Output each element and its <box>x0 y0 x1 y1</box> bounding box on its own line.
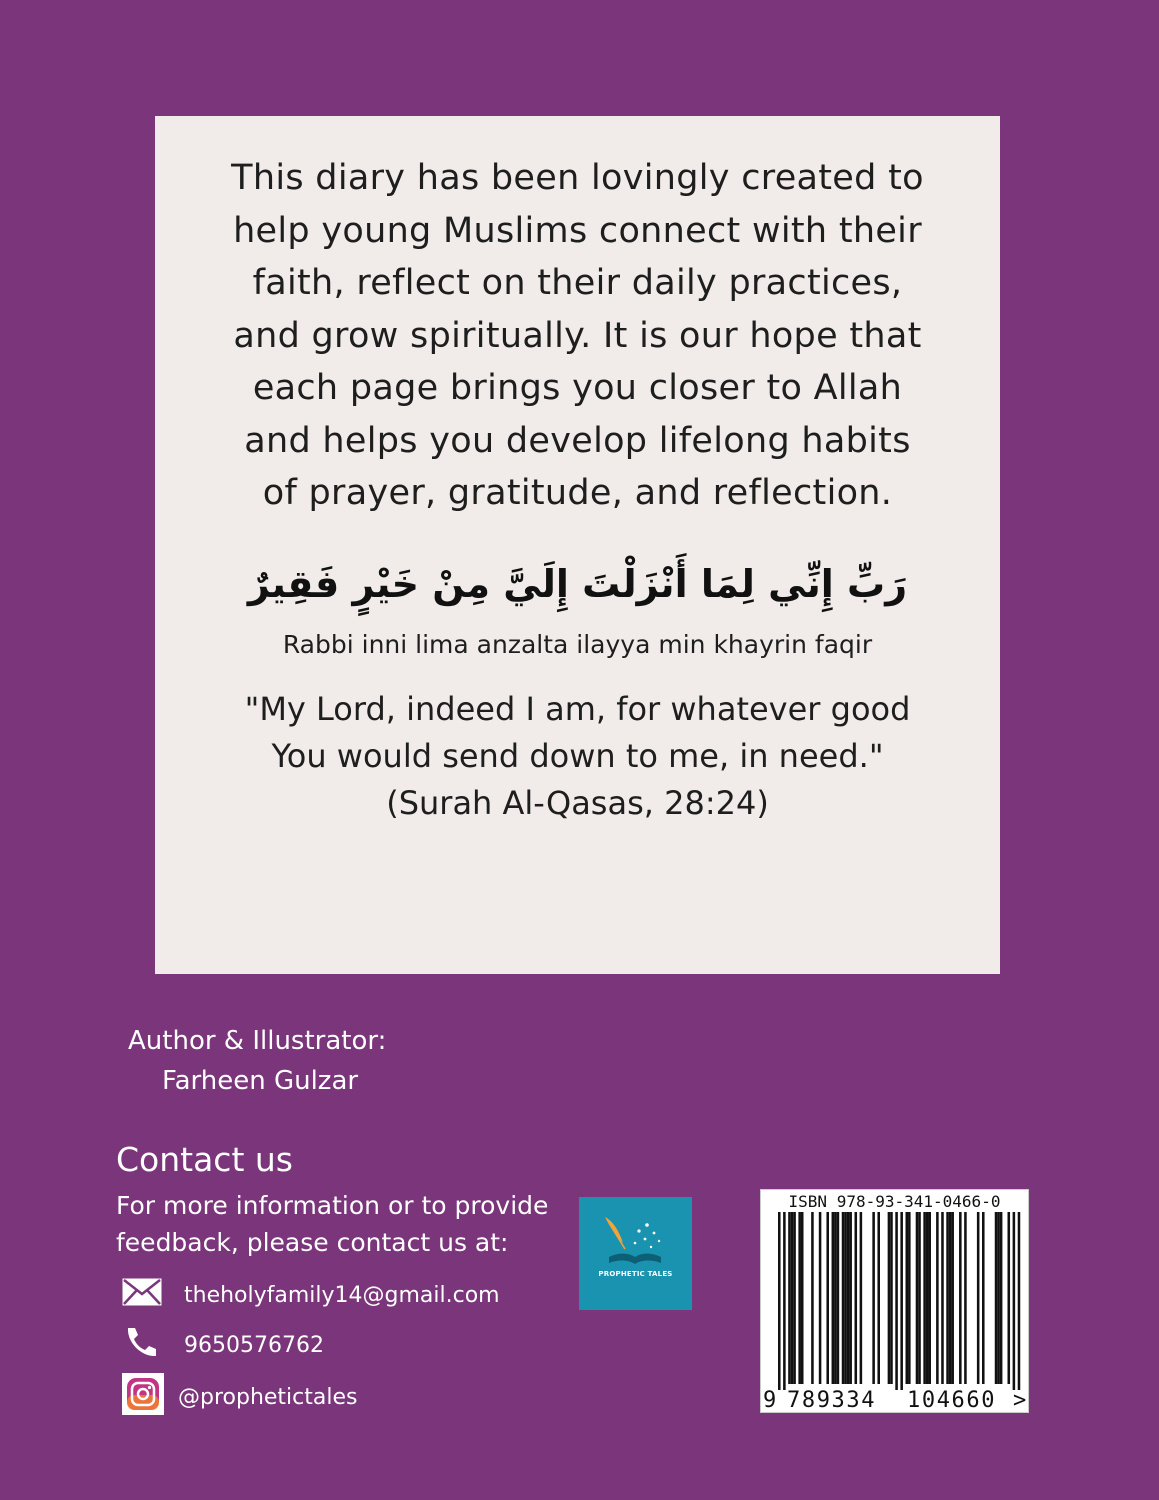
barcode-bar <box>872 1212 875 1384</box>
barcode-left-group: 789334 <box>787 1388 877 1413</box>
verse-transliteration: Rabbi inni lima anzalta ilayya min khayrin faqir <box>282 630 873 659</box>
arabic-verse: رَبِّ إِنِّي لِمَا أَنْزَلْتَ إِلَيَّ مِنْ خَيْرٍ فَقِيرٌ <box>247 562 908 606</box>
barcode-bar <box>928 1212 931 1384</box>
barcode-bar <box>997 1212 1000 1384</box>
barcode-bar <box>778 1212 781 1390</box>
barcode-bar <box>842 1212 845 1384</box>
barcode-bar <box>798 1212 801 1384</box>
contact-instagram[interactable]: @prophetictales <box>178 1384 358 1410</box>
barcode-bar <box>936 1212 939 1384</box>
barcode-bar <box>860 1212 863 1384</box>
contact-email-row[interactable] <box>122 1278 500 1312</box>
barcode-bar <box>951 1212 954 1384</box>
barcode-bar <box>849 1212 852 1384</box>
barcode-bar <box>918 1212 921 1384</box>
author-credit <box>128 1021 386 1101</box>
barcode-bar <box>819 1212 822 1384</box>
barcode-bar <box>895 1212 898 1390</box>
barcode-bar <box>916 1212 919 1384</box>
contact-phone[interactable]: 9650576762 <box>184 1332 324 1358</box>
barcode-bar <box>837 1212 840 1384</box>
publisher-logo <box>579 1197 692 1310</box>
barcode-bar <box>832 1212 835 1384</box>
barcode-first-digit: 9 <box>763 1388 777 1413</box>
barcode-bar <box>877 1212 880 1384</box>
barcode-marker: > <box>1013 1388 1027 1413</box>
barcode-bar <box>888 1212 891 1384</box>
instagram-icon <box>122 1373 164 1421</box>
isbn-barcode <box>760 1189 1029 1413</box>
barcode-right-group: 104660 <box>907 1388 997 1413</box>
barcode-bar <box>959 1212 962 1384</box>
author-label: Author & Illustrator: <box>128 1026 387 1056</box>
contact-phone-row[interactable] <box>122 1325 324 1365</box>
barcode-bar <box>900 1212 903 1390</box>
barcode-bar <box>982 1212 985 1384</box>
barcode-bar <box>834 1212 837 1384</box>
stars-icon <box>634 1223 661 1248</box>
barcode-bar <box>977 1212 980 1384</box>
barcode-bar <box>1013 1212 1016 1390</box>
barcode-bar <box>791 1212 794 1384</box>
verse-translation: "My Lord, indeed I am, for whatever good You would send down to me, in need." (Surah Al-Qasas, 28:24) <box>244 690 911 822</box>
barcode-bar <box>793 1212 796 1384</box>
isbn-number: ISBN 978-93-341-0466-0 <box>788 1192 1001 1211</box>
phone-icon <box>122 1325 162 1365</box>
barcode-bar <box>1008 1212 1011 1384</box>
barcode-bar <box>964 1212 967 1384</box>
barcode-bar <box>811 1212 814 1384</box>
envelope-icon <box>122 1278 162 1312</box>
barcode-bar <box>941 1212 944 1384</box>
barcode-bar <box>788 1212 791 1384</box>
quote-panel <box>155 116 1000 974</box>
barcode-bar <box>906 1212 909 1384</box>
barcode-bar <box>783 1212 786 1390</box>
barcode-bar <box>926 1212 929 1384</box>
barcode-bar <box>946 1212 949 1384</box>
contact-email[interactable]: theholyfamily14@gmail.com <box>184 1282 500 1308</box>
barcode-bar <box>847 1212 850 1384</box>
barcode-bar <box>801 1212 804 1384</box>
barcode-bar <box>844 1212 847 1384</box>
barcode-bar <box>890 1212 893 1384</box>
intro-paragraph: This diary has been lovingly created to help young Muslims connect with their faith, reflect on their daily practices, and grow spiritually. It is our hope that each page brings you closer to Allah and helps you develop lifelong habits of prayer, gratitude, and reflection. <box>231 158 924 513</box>
quill-icon <box>605 1217 625 1249</box>
barcode-bars <box>761 1212 1030 1390</box>
contact-title: Contact us <box>116 1140 293 1179</box>
open-book-icon <box>609 1254 661 1264</box>
publisher-logo-label: PROPHETIC TALES <box>598 1270 673 1278</box>
barcode-bar <box>949 1212 952 1384</box>
barcode-bar <box>826 1212 829 1384</box>
contact-instagram-row[interactable] <box>122 1373 357 1421</box>
barcode-bar <box>1018 1212 1021 1390</box>
barcode-bar <box>923 1212 926 1384</box>
author-name: Farheen Gulzar <box>162 1066 359 1096</box>
barcode-bar <box>995 1212 998 1384</box>
barcode-bar <box>855 1212 858 1384</box>
barcode-bar <box>1000 1212 1003 1384</box>
contact-text: For more information or to provide feedback, please contact us at: <box>116 1191 549 1257</box>
barcode-bar <box>908 1212 911 1384</box>
